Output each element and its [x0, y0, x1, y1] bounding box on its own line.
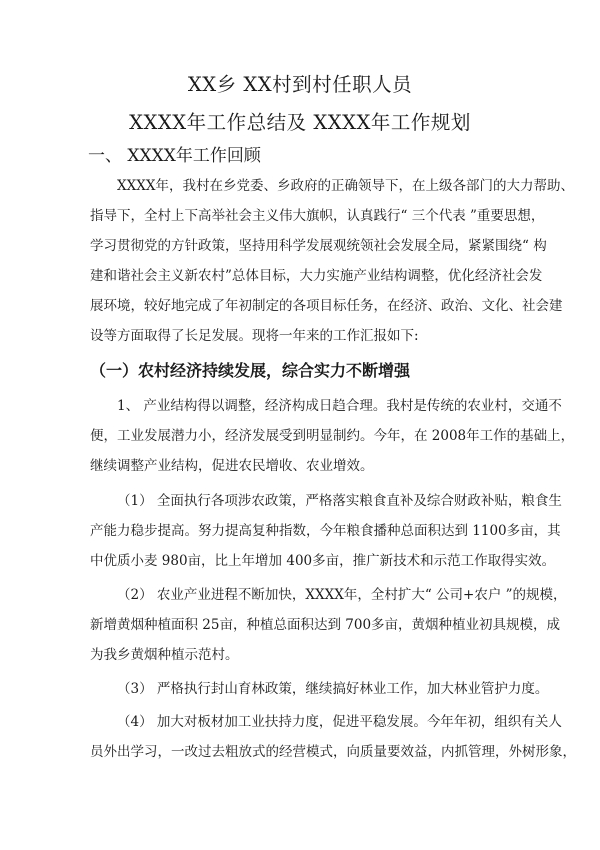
paragraph-line: （2） 农业产业进程不断加快，XXXX年，全村扩大“ 公司+农户 ”的规模，: [117, 587, 567, 603]
sub1-paragraph: [90, 486, 562, 576]
subsection-heading-economy: （一）农村经济持续发展，综合实力不断增强: [90, 361, 411, 380]
intro-paragraph: [90, 171, 574, 351]
paragraph-line: 新增黄烟种植面积 25亩，种植总面积达到 700多亩，黄烟种植业初具规模，成: [90, 617, 561, 633]
section-heading-review: 一、 XXXX年工作回顾: [88, 146, 261, 166]
sub3-paragraph: [90, 674, 549, 704]
paragraph-line: 员外出学习，一改过去粗放式的经营模式，向质量要效益，内抓管理，外树形象，: [90, 744, 576, 760]
paragraph-line: 学习贯彻党的方针政策，坚持用科学发展观统领社会发展全局，紧紧围绕“ 构: [90, 238, 547, 254]
paragraph-line: （3） 严格执行封山育林政策，继续搞好林业工作，加大林业管护力度。: [117, 681, 549, 697]
paragraph-line: 展环境，较好地完成了年初制定的各项目标任务，在经济、政治、文化、社会建: [90, 298, 563, 314]
paragraph-line: 继续调整产业结构，促进农民增收、农业增效。: [90, 458, 374, 474]
paragraph-line: 指导下，全村上下高举社会主义伟大旗帜，认真践行“ 三个代表 ”重要思想，: [90, 208, 545, 224]
document-title-line2: XXXX年工作总结及 XXXX年工作规划: [129, 111, 471, 134]
paragraph-line: 便，工业发展潜力小，经济发展受到明显制约。今年，在 2008年工作的基础上，: [90, 428, 575, 444]
sub4-paragraph: [90, 707, 576, 767]
paragraph-line: XXXX年，我村在乡党委、乡政府的正确领导下，在上级各部门的大力帮助、: [117, 178, 574, 194]
paragraph-line: 产能力稳步提高。努力提高复种指数，今年粮食播种总面积达到 1100多亩，其: [90, 523, 561, 539]
paragraph-line: （4） 加大对板材加工业扶持力度，促进平稳发展。今年年初，组织有关人: [117, 714, 562, 730]
item1-paragraph: [90, 391, 575, 481]
document-title-line1: XX乡 XX村到村任职人员: [187, 73, 413, 96]
paragraph-line: （1） 全面执行各项涉农政策，严格落实粮食直补及综合财政补贴，粮食生: [117, 493, 562, 509]
paragraph-line: 设等方面取得了长足发展。现将一年来的工作汇报如下:: [90, 328, 419, 344]
paragraph-line: 1、 产业结构得以调整，经济构成日趋合理。我村是传统的农业村，交通不: [117, 398, 562, 414]
paragraph-line: 为我乡黄烟种植示范村。: [90, 647, 239, 663]
paragraph-line: 中优质小麦 980亩，比上年增加 400多亩，推广新技术和示范工作取得实效。: [90, 553, 556, 569]
paragraph-line: 建和谐社会主义新农村”总体目标，大力实施产业结构调整，优化经济社会发: [90, 268, 543, 284]
sub2-paragraph: [90, 580, 567, 670]
